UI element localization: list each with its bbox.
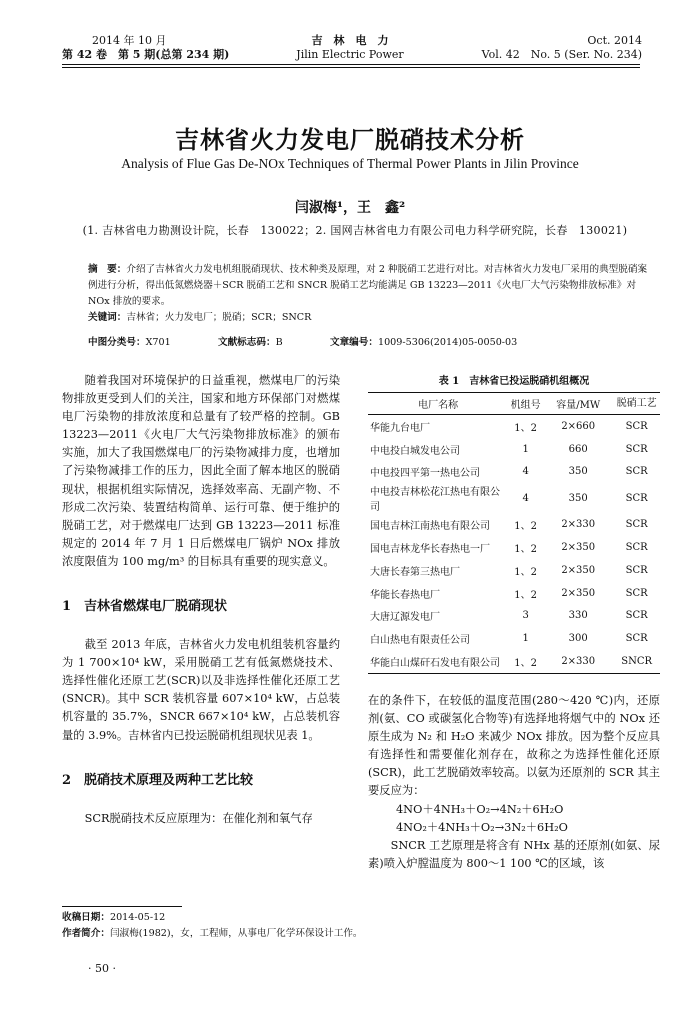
affiliation: (1. 吉林省电力勘测设计院，长春 130022；2. 国网吉林省电力有限公司电力科学研究院，长春 130021) xyxy=(82,224,628,237)
document-code xyxy=(218,334,283,348)
doc-code-value: B xyxy=(275,337,283,348)
article-title-en: Analysis of Flue Gas De-NOx Techniques of Thermal Power Plants in Jilin Province xyxy=(121,156,579,171)
table-row xyxy=(368,438,660,461)
cell-unit: 1、2 xyxy=(514,521,538,533)
cell-unit: 1、2 xyxy=(514,589,538,601)
article-no-label: 文章编号： xyxy=(330,337,378,348)
cell-process: SCR xyxy=(625,492,648,504)
cell-unit: 4 xyxy=(522,466,529,478)
keywords xyxy=(88,310,648,326)
cell-unit: 1 xyxy=(522,443,529,455)
volume-issue-en: Vol. 42 No. 5 (Ser. No. 234) xyxy=(481,48,642,61)
cell-unit: 1 xyxy=(522,633,529,645)
header-rule xyxy=(62,64,640,65)
table-row xyxy=(368,582,660,605)
section-1-heading: 1 吉林省燃煤电厂脱硝现状 xyxy=(62,599,228,615)
authors: 闫淑梅¹，王 鑫² xyxy=(294,200,406,216)
left-column xyxy=(62,372,340,828)
cell-process: SCR xyxy=(625,519,648,531)
volume-issue: 第 42 卷 第 5 期(总第 234 期) xyxy=(62,48,230,61)
cell-unit: 4 xyxy=(522,492,529,504)
cell-capacity: 2×350 xyxy=(561,542,596,554)
table-row xyxy=(368,513,660,536)
bio-label: 作者简介： xyxy=(62,928,110,939)
scr-principle-paragraph: 在的条件下，在较低的温度范围(280～420 ℃)内，还原剂(氨、CO 或碳氢化合物等)有选择地将烟气中的 NOx 还原生成为 N₂ 和 H₂O 来减少 NOx 排放。因为整个反应具有选择性和需要催化剂存在，故称之为选择性催化还原(SCR)，此工艺脱硝效率较高。以氨为还原剂的 SCR 其主要反应为： xyxy=(368,694,660,798)
cell-capacity: 300 xyxy=(568,633,588,645)
cell-unit: 1、2 xyxy=(514,544,538,556)
section-1-paragraph: 截至 2013 年底，吉林省火力发电机组装机容量约为 1 700×10⁴ kW，采用脱硝工艺有低氮燃烧技术、选择性催化还原工艺(SCR)以及非选择性催化还原工艺(SNCR)。其中 SCR 装机容量 607×10⁴ kW，占总装机容量的 35.7%，SNCR 667×10⁴ kW，占总装机容量的 3.9%。吉林省内已投运脱硝机组现状见表 1。 xyxy=(62,638,340,742)
received-label: 收稿日期： xyxy=(62,912,110,923)
cell-plant: 中电投四平第一热电公司 xyxy=(370,468,480,480)
cell-process: SCR xyxy=(625,587,648,599)
col-header-process: 脱硝工艺 xyxy=(613,393,660,415)
received-date xyxy=(62,910,165,926)
clc-label: 中图分类号： xyxy=(88,337,146,348)
cell-capacity: 660 xyxy=(568,443,588,455)
cell-plant: 华能长春热电厂 xyxy=(370,589,440,601)
journal-issue-en xyxy=(482,34,642,62)
equation-1: 4NO＋4NH₃＋O₂→4N₂＋6H₂O xyxy=(396,802,564,816)
abstract-block xyxy=(88,262,648,326)
clc-value: X701 xyxy=(145,337,171,348)
cell-capacity: 350 xyxy=(568,492,588,504)
col-header-unit: 机组号 xyxy=(508,393,543,415)
footnote-rule xyxy=(62,906,182,907)
cell-unit: 1、2 xyxy=(514,566,538,578)
keywords-label: 关键词： xyxy=(88,312,127,323)
cell-process: SCR xyxy=(625,542,648,554)
table-row xyxy=(368,415,660,438)
table-row xyxy=(368,483,660,513)
article-number xyxy=(330,334,517,348)
cell-plant: 国电吉林江南热电有限公司 xyxy=(370,521,490,533)
cell-unit: 3 xyxy=(522,610,529,622)
issue-date: 2014 年 10 月 xyxy=(92,34,167,47)
cell-unit: 1、2 xyxy=(514,422,538,434)
cell-capacity: 2×350 xyxy=(561,564,596,576)
cell-capacity: 350 xyxy=(568,466,588,478)
cell-process: SCR xyxy=(625,443,648,455)
cell-process: SCR xyxy=(625,633,648,645)
journal-name-en: Jilin Electric Power xyxy=(296,48,404,61)
plant-table xyxy=(368,392,660,674)
cell-capacity: 330 xyxy=(568,610,588,622)
cell-capacity: 2×660 xyxy=(561,420,596,432)
cell-plant: 中电投白城发电公司 xyxy=(370,445,460,457)
right-column xyxy=(368,692,660,873)
article-title: 吉林省火力发电厂脱硝技术分析 xyxy=(175,125,525,154)
cell-unit: 1、2 xyxy=(508,650,543,673)
cell-plant: 国电吉林龙华长春热电一厂 xyxy=(370,544,490,556)
cell-process: SCR xyxy=(625,466,648,478)
table-caption: 表 1 吉林省已投运脱硝机组概况 xyxy=(438,376,590,387)
cell-process: SCR xyxy=(625,420,648,432)
page-number: · 50 · xyxy=(88,962,116,975)
section-2-heading: 2 脱硝技术原理及两种工艺比较 xyxy=(62,772,254,788)
doc-code-label: 文献标志码： xyxy=(218,337,276,348)
table-row xyxy=(368,461,660,484)
abstract-label: 摘 要： xyxy=(88,264,127,275)
section-2-paragraph: SCR脱硝技术反应原理为：在催化剂和氧气存 xyxy=(84,811,313,825)
intro-paragraph: 随着我国对环境保护的日益重视，燃煤电厂的污染物排放更受到人们的关注，国家和地方环保部门对燃煤电厂污染物的排放浓度和总量有了较严格的控制。GB 13223—2011《火电厂大气污染物排放标准》的颁布实施，加大了我国燃煤电厂的污染物减排力度，也增加了污染物减排工作的压力，因此全面了解本地区的脱硝现状，根据机组实际情况，选择效率高、无副产物、不形成二次污染、装置结构简单、运行可靠、便于维护的脱硝工艺，对于燃煤电厂达到 GB 13223—2011 标准规定的 2014 年 7 月 1 日后燃煤电厂锅炉 NOx 排放浓度限值为 100 mg/m³ 的目标具有重要的现实意义。 xyxy=(62,374,340,568)
keywords-text: 吉林省；火力发电厂；脱硝；SCR；SNCR xyxy=(126,312,312,323)
abstract xyxy=(88,262,648,310)
table-row xyxy=(368,627,660,650)
cell-plant: 华能白山煤矸石发电有限公司 xyxy=(368,650,508,673)
table-row xyxy=(368,650,660,673)
issue-date-en: Oct. 2014 xyxy=(587,34,642,47)
cell-capacity: 2×330 xyxy=(561,519,596,531)
table-row xyxy=(368,559,660,582)
cell-plant: 华能九台电厂 xyxy=(370,422,430,434)
cell-capacity: 2×350 xyxy=(561,587,596,599)
cell-process: SCR xyxy=(625,610,648,622)
cell-process: SNCR xyxy=(613,650,660,673)
clc-number xyxy=(88,334,171,348)
col-header-capacity: 容量/MW xyxy=(543,393,613,415)
bio-value: 闫淑梅(1982)，女，工程师，从事电厂化学环保设计工作。 xyxy=(109,928,363,939)
sncr-principle-paragraph: SNCR 工艺原理是将含有 NHx 基的还原剂(如氨、尿素)喷入炉膛温度为 800～1 100 ℃的区域，该 xyxy=(368,838,660,870)
cell-plant: 中电投吉林松花江热电有限公司 xyxy=(370,487,500,514)
abstract-text: 介绍了吉林省火力发电机组脱硝现状、技术种类及原理，对 2 种脱硝工艺进行对比。对吉林省火力发电厂采用的典型脱硝案例进行分析，得出低氮燃烧器＋SCR 脱硝工艺和 SNCR 脱硝工艺均能满足 GB 13223—2011《火电厂大气污染物排放标准》对 NOx 排放的要求。 xyxy=(88,264,648,307)
article-no-value: 1009-5306(2014)05-0050-03 xyxy=(377,337,518,348)
table-row xyxy=(368,605,660,628)
col-header-plant: 电厂名称 xyxy=(368,393,508,415)
table-header-row xyxy=(368,393,660,415)
cell-plant: 大唐长春第三热电厂 xyxy=(370,566,460,578)
cell-plant: 大唐辽源发电厂 xyxy=(370,612,440,624)
equation-2: 4NO₂＋4NH₃＋O₂→3N₂＋6H₂O xyxy=(396,820,568,834)
cell-capacity: 2×330 xyxy=(543,650,613,673)
table-row xyxy=(368,536,660,559)
header-rule-thin xyxy=(62,67,640,68)
journal-name-cn: 吉 林 电 力 xyxy=(311,34,389,47)
author-bio xyxy=(62,926,363,942)
cell-plant: 白山热电有限责任公司 xyxy=(370,635,470,647)
cell-process: SCR xyxy=(625,564,648,576)
received-value: 2014-05-12 xyxy=(109,912,166,923)
